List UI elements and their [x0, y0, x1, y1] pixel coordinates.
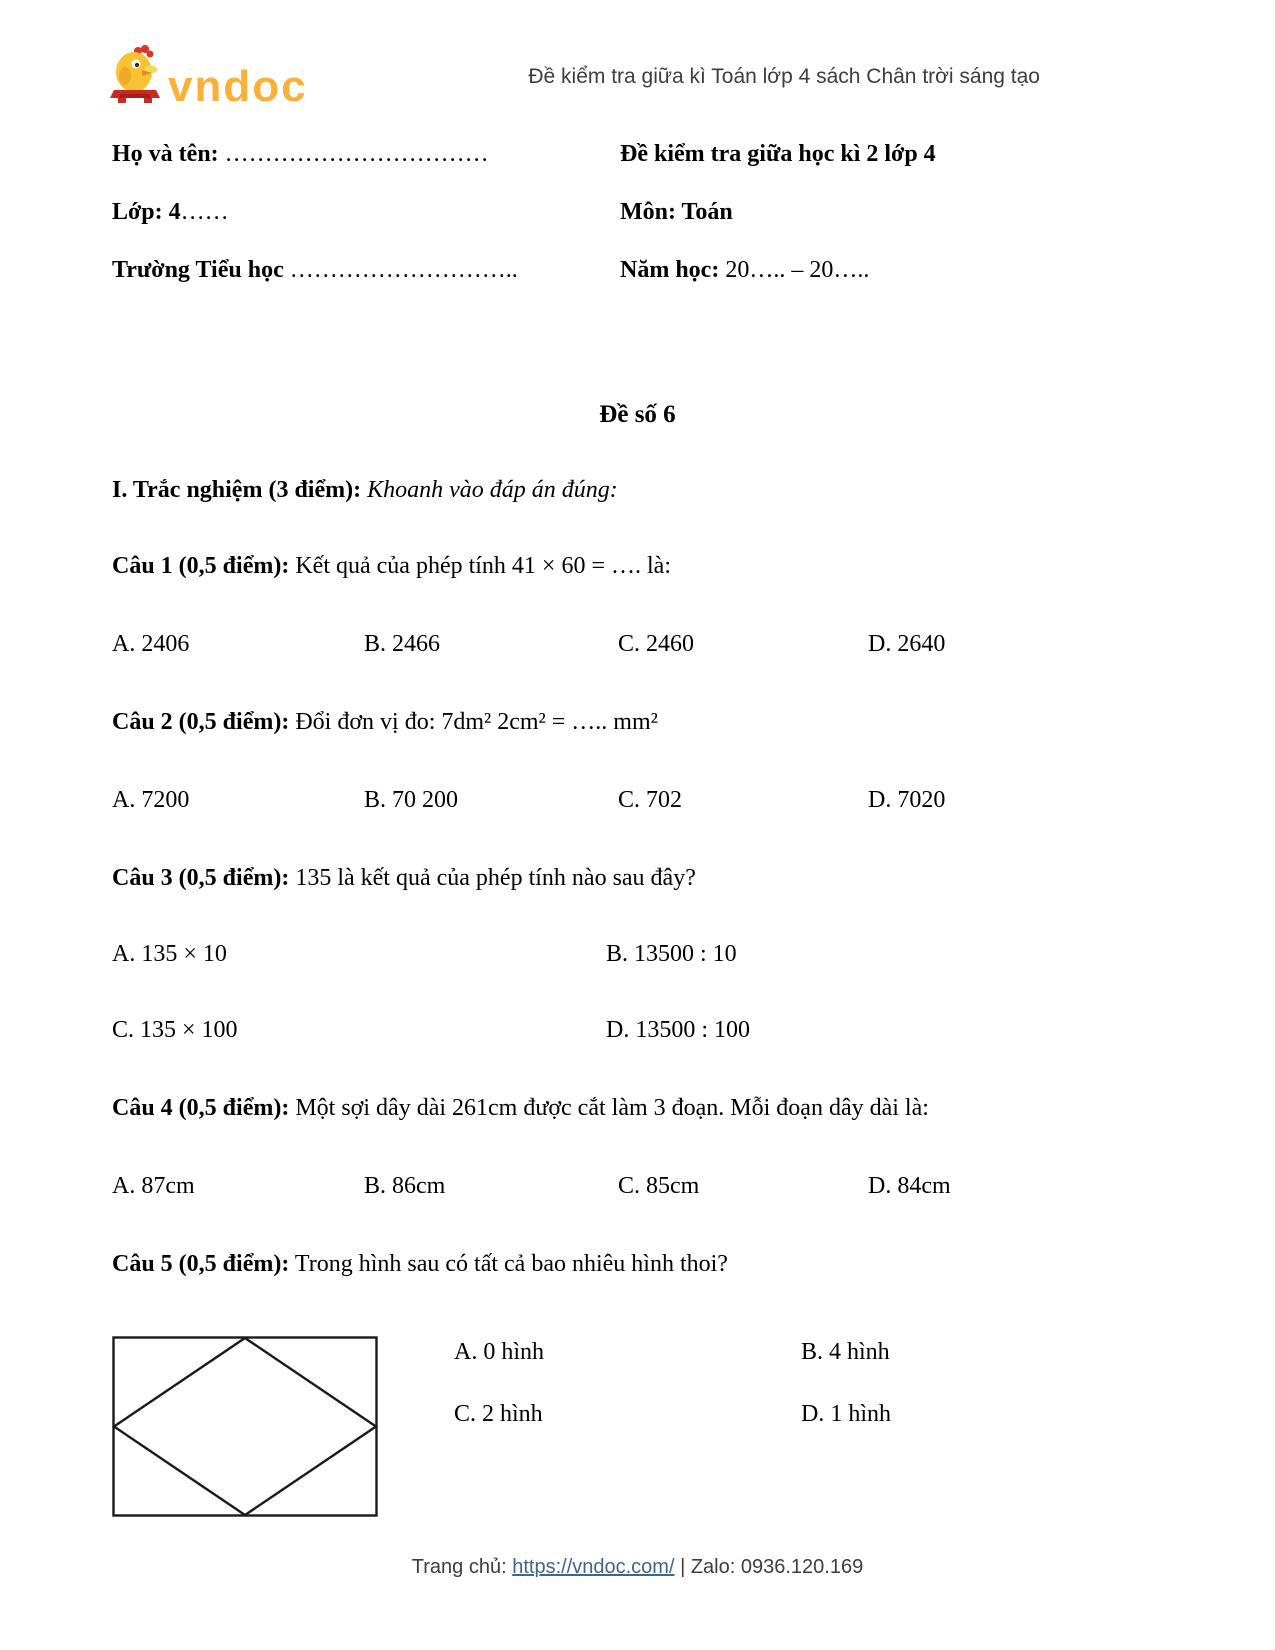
school-year-blank: 20….. – 20….. [719, 257, 870, 283]
exam-title: Đề số 6 [599, 401, 676, 428]
question-5-options-row-2 [454, 1398, 891, 1430]
question-5-figure-and-options [112, 1336, 1165, 1517]
q3-option-b: B. 13500 : 10 [606, 941, 737, 967]
question-2-options [112, 784, 1165, 816]
question-3-text: 135 là kết quả của phép tính nào sau đây? [295, 865, 696, 891]
question-1 [112, 550, 1165, 582]
q4-option-b: B. 86cm [364, 1173, 446, 1199]
school-year-line [620, 255, 1163, 286]
school-year-label: Năm học: [620, 257, 720, 283]
page-header [0, 0, 1275, 109]
student-info-column [112, 139, 620, 313]
exam-body [0, 477, 1275, 1517]
exam-name-label: Đề kiểm tra giữa học kì 2 lớp 4 [620, 141, 936, 167]
q5-option-b: B. 4 hình [801, 1339, 890, 1365]
footer-zalo-text: | Zalo: 0936.120.169 [674, 1556, 864, 1578]
exam-info-column [620, 139, 1163, 313]
question-1-options [112, 628, 1165, 660]
q3-option-c: C. 135 × 100 [112, 1017, 238, 1043]
question-2-label: Câu 2 (0,5 điểm): [112, 709, 290, 735]
school-label: Trường Tiểu học [112, 257, 284, 283]
q4-option-d: D. 84cm [868, 1173, 951, 1199]
q1-option-a: A. 2406 [112, 631, 190, 657]
rhombus-in-rectangle-figure [112, 1336, 378, 1517]
vndoc-logo [108, 44, 308, 109]
q5-option-c: C. 2 hình [454, 1401, 543, 1427]
q1-option-d: D. 2640 [868, 631, 946, 657]
vndoc-homepage-link[interactable]: https://vndoc.com/ [512, 1556, 675, 1578]
q4-option-c: C. 85cm [618, 1173, 700, 1199]
q2-option-b: B. 70 200 [364, 787, 459, 813]
student-name-label: Họ và tên: [112, 141, 219, 167]
question-3-label: Câu 3 (0,5 điểm): [112, 865, 290, 891]
student-name-line [112, 139, 620, 170]
question-4-label: Câu 4 (0,5 điểm): [112, 1095, 290, 1121]
section-1-instruction: Khoanh vào đáp án đúng: [367, 477, 618, 503]
question-4 [112, 1092, 1165, 1124]
question-3 [112, 862, 1165, 894]
footer-homepage-label: Trang chủ: [411, 1556, 513, 1578]
q2-option-a: A. 7200 [112, 787, 190, 813]
question-1-text: Kết quả của phép tính 41 × 60 = …. là: [295, 553, 671, 579]
school-blank: ……………………….. [283, 257, 518, 283]
section-1-heading: I. Trắc nghiệm (3 điểm): [112, 477, 362, 503]
question-3-options-row-1 [112, 938, 1165, 970]
vndoc-wordmark: vndoc [168, 62, 308, 111]
q2-option-c: C. 702 [618, 787, 683, 813]
class-label: Lớp: 4 [112, 199, 181, 225]
section-1-heading-line [112, 477, 1165, 504]
question-5-label: Câu 5 (0,5 điểm): [112, 1251, 290, 1277]
q5-option-d: D. 1 hình [801, 1401, 891, 1427]
student-name-blank: …………………………… [218, 141, 489, 167]
vndoc-mascot-icon [108, 44, 164, 109]
info-block [0, 139, 1275, 313]
question-1-label: Câu 1 (0,5 điểm): [112, 553, 290, 579]
q1-option-b: B. 2466 [364, 631, 441, 657]
question-2-text: Đổi đơn vị đo: 7dm² 2cm² = ….. mm² [295, 709, 658, 735]
document-series-title: Đề kiểm tra giữa kì Toán lớp 4 sách Chân trời sáng tạo [528, 64, 1040, 88]
question-4-text: Một sợi dây dài 261cm được cắt làm 3 đoạn. Mỗi đoạn dây dài là: [295, 1095, 929, 1121]
class-line [112, 197, 620, 228]
subject-label: Môn: Toán [620, 199, 733, 225]
question-5-options-row-1 [454, 1336, 891, 1368]
question-4-options [112, 1170, 1165, 1202]
q3-option-d: D. 13500 : 100 [606, 1017, 750, 1043]
school-line [112, 255, 620, 286]
class-blank: …… [180, 199, 229, 225]
q4-option-a: A. 87cm [112, 1173, 195, 1199]
question-3-options-row-2 [112, 1014, 1165, 1046]
q5-option-a: A. 0 hình [454, 1339, 544, 1365]
question-5-options [454, 1336, 891, 1517]
exam-name-line [620, 139, 1163, 170]
question-5-text: Trong hình sau có tất cả bao nhiêu hình thoi? [294, 1251, 728, 1277]
question-2 [112, 706, 1165, 738]
q3-option-a: A. 135 × 10 [112, 941, 227, 967]
q2-option-d: D. 7020 [868, 787, 946, 813]
question-5 [112, 1248, 1165, 1280]
subject-line [620, 197, 1163, 228]
page-footer [0, 1556, 1275, 1579]
q1-option-c: C. 2460 [618, 631, 695, 657]
